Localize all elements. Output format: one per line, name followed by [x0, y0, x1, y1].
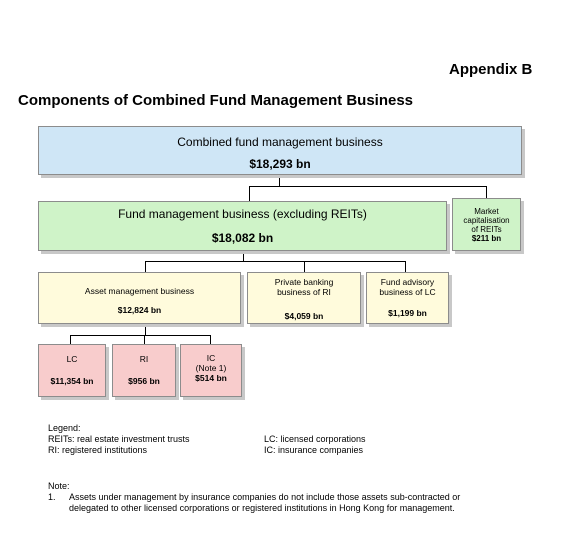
legend-heading: Legend:	[48, 423, 81, 433]
fund-advisory-label-1: Fund advisory	[380, 277, 435, 287]
legend-lc: LC: licensed corporations	[264, 434, 366, 444]
ic-label-2: (Note 1)	[195, 363, 227, 373]
legend-ri: RI: registered institutions	[48, 445, 148, 455]
lc-label: LC	[66, 354, 78, 364]
note-number: 1.	[48, 492, 56, 502]
reits-label-2: capitalisation	[463, 216, 510, 225]
connector-line	[304, 261, 305, 272]
connector-line	[279, 175, 280, 186]
lc-box	[38, 344, 106, 397]
combined-fund-label: Combined fund management business	[177, 135, 383, 149]
connector-line	[145, 261, 406, 262]
ic-value: $514 bn	[195, 373, 227, 383]
note	[48, 481, 548, 517]
ri-value: $956 bn	[128, 376, 160, 386]
note-line-2: delegated to other licensed corporations or registered institutions in Hong Kong for management.	[69, 503, 455, 513]
connector-line	[405, 261, 406, 272]
connector-line	[145, 324, 146, 335]
fund-management-label: Fund management business (excluding REITs)	[118, 207, 367, 221]
asset-management-label: Asset management business	[84, 286, 195, 296]
combined-fund-value: $18,293 bn	[249, 157, 311, 171]
fund-management-box	[38, 201, 447, 251]
ic-box	[180, 344, 242, 397]
private-banking-box	[247, 272, 361, 324]
connector-line	[243, 251, 244, 261]
private-banking-value: $4,059 bn	[284, 311, 324, 321]
connector-line	[144, 335, 145, 344]
reits-box	[452, 198, 521, 251]
fund-advisory-value: $1,199 bn	[388, 308, 427, 318]
ri-box	[112, 344, 176, 397]
reits-value: $211 bn	[471, 234, 502, 243]
reits-label-3: of REITs	[471, 225, 502, 234]
reits-label-1: Market	[474, 207, 499, 216]
asset-management-box	[38, 272, 241, 324]
ic-label-1: IC	[206, 353, 216, 363]
connector-line	[70, 335, 71, 344]
private-banking-label-2: business of RI	[277, 287, 331, 297]
private-banking-label-1: Private banking	[274, 277, 334, 287]
ri-label: RI	[139, 354, 149, 364]
legend-ic: IC: insurance companies	[264, 445, 364, 455]
appendix-label: Appendix B	[449, 61, 533, 78]
lc-value: $11,354 bn	[50, 376, 94, 386]
page-title: Components of Combined Fund Management Business	[18, 92, 414, 109]
connector-line	[486, 186, 487, 198]
fund-advisory-label-2: business of LC	[379, 287, 436, 297]
connector-line	[249, 186, 250, 201]
connector-line	[70, 335, 211, 336]
legend-reits: REITs: real estate investment trusts	[48, 434, 190, 444]
fund-management-value: $18,082 bn	[211, 231, 274, 245]
note-line-1: Assets under management by insurance companies do not include those assets sub-contracted or	[69, 492, 461, 502]
legend	[48, 423, 508, 459]
asset-management-value: $12,824 bn	[117, 305, 162, 315]
note-heading: Note:	[48, 481, 70, 491]
fund-advisory-box	[366, 272, 449, 324]
combined-fund-box	[38, 126, 522, 175]
connector-line	[145, 261, 146, 272]
connector-line	[249, 186, 487, 187]
connector-line	[210, 335, 211, 344]
